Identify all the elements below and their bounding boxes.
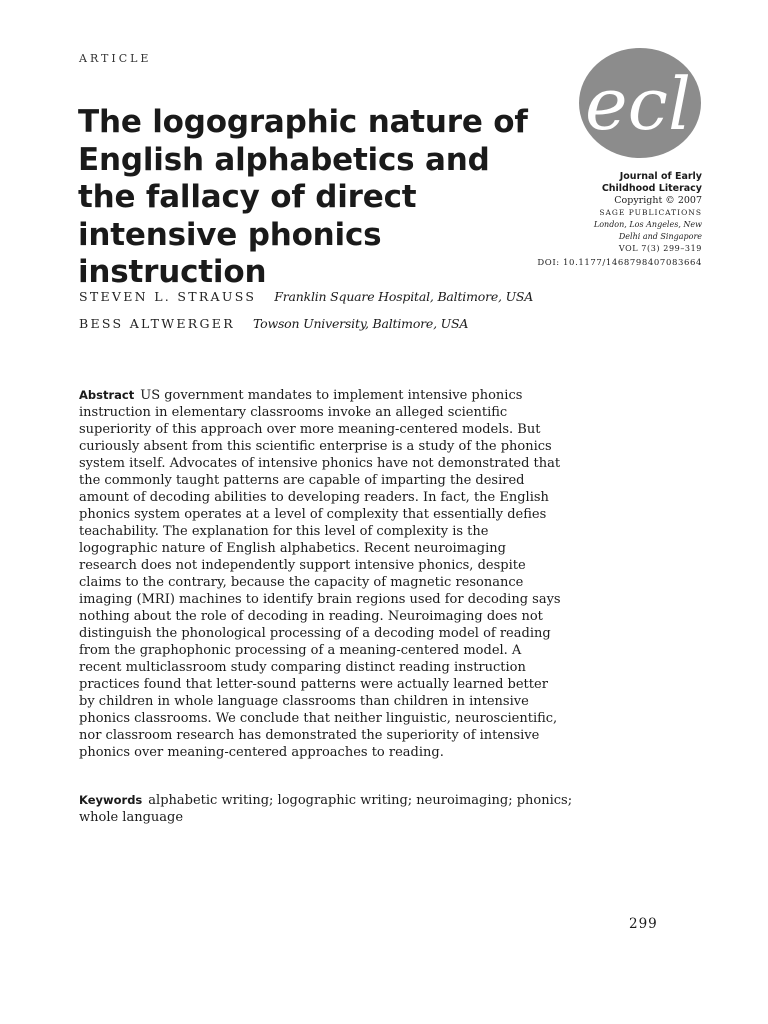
- article-type-label: ARTICLE: [79, 52, 152, 65]
- publisher-location-line1: London, Los Angeles, New: [593, 220, 702, 229]
- journal-name-line1: Journal of Early: [619, 171, 702, 182]
- author-line: [79, 316, 468, 331]
- keywords: [79, 792, 599, 826]
- logo-letters: ecl: [585, 62, 691, 146]
- doi: DOI: 10.1177/1468798407083664: [537, 258, 702, 268]
- abstract-label: Abstract: [79, 388, 135, 402]
- author-line: [79, 289, 533, 304]
- page-number: 299: [629, 916, 658, 932]
- abstract-text: US government mandates to implement intensive phonics instruction in elementary classrooms invoke an alleged scientific superiority of this approach over more meaning-centered models. But curiously absent from this scientific enterprise is a study of the phonics system itself. Advocates of intensive phonics have not demonstrated that the commonly taught patterns are capable of imparting the desired amount of decoding abilities to developing readers. In fact, the English phonics system operates at a level of complexity that essentially defies teachability. The explanation for this level of complexity is the logographic nature of English alphabetics. Recent neuroimaging research does not independently support intensive phonics, despite claims to the contrary, because the capacity of magnetic resonance imaging (MRI) machines to identify brain regions used for decoding says nothing about the role of decoding in reading. Neuroimaging does not distinguish the phonological processing of a decoding model of reading from the graphophonic processing of a meaning-centered model. A recent multiclassroom study comparing distinct reading instruction practices found that letter-sound patterns were actually learned better by children in whole language classrooms than children in intensive phonics classrooms. We conclude that neither linguistic, neuroscientific, nor classroom research has demonstrated the superiority of intensive phonics over meaning-centered approaches to reading.: [79, 388, 561, 760]
- author-name: BESS ALTWERGER: [79, 316, 235, 331]
- article-title: The logographic nature of English alphabetics and the fallacy of direct intensive phonics instruction: [78, 104, 528, 290]
- journal-logo: [578, 47, 702, 159]
- abstract: [79, 387, 564, 761]
- author-name: STEVEN L. STRAUSS: [79, 289, 257, 304]
- publisher: SAGE PUBLICATIONS: [599, 208, 702, 217]
- journal-info: [502, 171, 702, 255]
- journal-name-line2: Childhood Literacy: [601, 183, 702, 194]
- keywords-text: alphabetic writing; logographic writing; neuroimaging; phonics; whole language: [79, 793, 573, 825]
- volume-info: VOL 7(3) 299–319: [618, 244, 702, 253]
- publisher-location-line2: Delhi and Singapore: [618, 232, 702, 241]
- author-affiliation: Towson University, Baltimore, USA: [252, 316, 469, 331]
- copyright: Copyright © 2007: [614, 195, 702, 206]
- author-affiliation: Franklin Square Hospital, Baltimore, USA: [274, 289, 534, 304]
- keywords-label: Keywords: [79, 793, 143, 807]
